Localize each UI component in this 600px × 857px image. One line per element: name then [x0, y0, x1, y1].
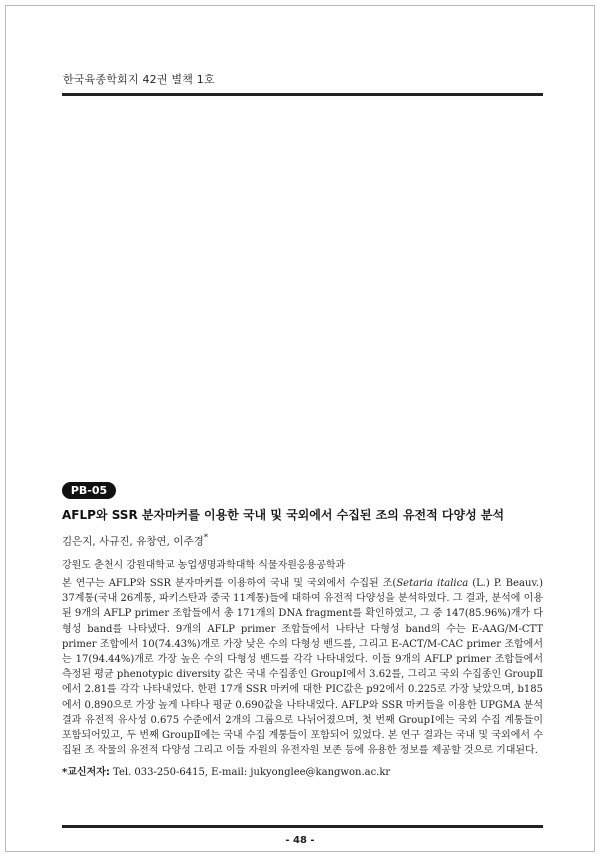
affiliation: 강원도 춘천시 강원대학교 농업생명과학대학 식물자원응용공학과 [62, 560, 346, 571]
article-title: AFLP와 SSR 분자마커를 이용한 국내 및 국외에서 수집된 조의 유전적 다양성 분석 [62, 508, 505, 522]
journal-header: 한국육종학회지 42권 별책 1호 [63, 73, 215, 86]
author-names: 김은지, 사규진, 유창연, 이주경 [62, 535, 204, 548]
corresponding-mark: * [203, 533, 209, 543]
abstract-part-1: 본 연구는 AFLP와 SSR 분자마커를 이용하여 국내 및 국외에서 수집된 조( [62, 578, 397, 589]
author-list [62, 533, 208, 549]
poster-id-badge: PB-05 [62, 482, 116, 499]
corresponding-author-contact [62, 763, 390, 778]
page-number: - 48 - [285, 835, 315, 846]
species-name: Setaria italica [396, 578, 469, 589]
footer-rule [62, 825, 543, 828]
contact-details: Tel. 033-250-6415, E-mail: jukyonglee@kangwon.ac.kr [109, 767, 391, 778]
abstract-body [62, 576, 543, 758]
abstract-part-2: (L.) P. Beauv.) 37계통(국내 26계통, 파키스탄과 중국 11계통)들에 대하여 유전적 다양성을 분석하였다. 그 결과, 분석에 이용된 9개의 AFLP primer 조합들에서 총 171개의 DNA fragment를 확인하였고, 그 중 147(85.96%)개가 다형성 band를 나타냈다. 9개의 AFLP primer 조합들에서 나타난 다형성 band의 수는 E-AAG/M-CTT primer 조합에서 10(74.43%)개로 가장 낮은 수의 다형성 밴드를, 그리고 E-ACT/M-CAC primer 조합에서는 17(94.44%)개로 가장 높은 수의 다형성 밴드를 각각 나타내었다. 이들 9개의 AFLP primer 조합들에서 측정된 평균 phenotypic diversity 값은 국내 수집종인 GroupⅠ에서 3.62를, 그리고 국외 수집종인 GroupⅡ에서 2.81를 각각 나타내었다. 한편 17개 SSR 마커에 대한 PIC값은 p92에서 0.225로 가장 낮았으며, b185에서 0.890으로 가장 높게 나타나 평균 0.690값을 나타내었다. AFLP와 SSR 마커들을 이용한 UPGMA 분석 결과 유전적 유사성 0.675 수준에서 2개의 그룹으로 나뉘어졌으며, 첫 번째 GroupⅠ에는 국외 수집 계통들이 포함되어있고, 두 번째 GroupⅡ에는 국내 수집 계통들이 포함되어 있었다. 본 연구 결과는 국내 및 국외에서 수집된 조 작물의 유전적 다양성 그리고 이들 자원의 유전자원 보존 등에 유용한 정보를 제공할 것으로 기대된다. [62, 578, 543, 757]
contact-label: *교신저자: [62, 767, 110, 778]
header-rule [62, 93, 543, 96]
